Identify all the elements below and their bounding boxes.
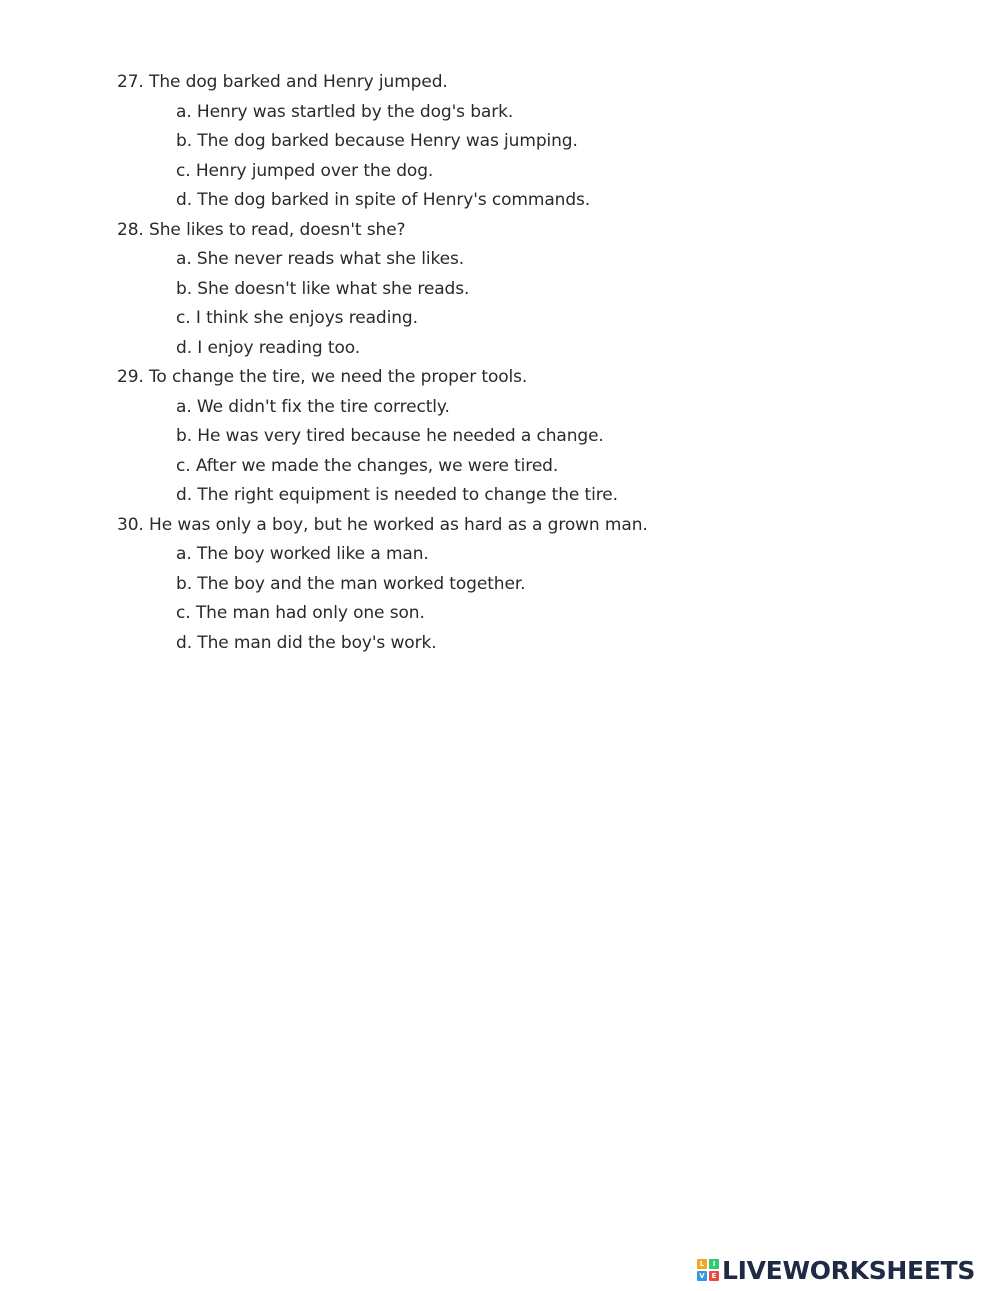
worksheet xyxy=(117,68,977,658)
question-stem: 28. She likes to read, doesn't she? xyxy=(117,219,406,240)
answer-option-c[interactable]: c. I think she enjoys reading. xyxy=(176,308,418,328)
logo-wordmark: LIVEWORKSHEETS xyxy=(722,1255,976,1285)
answer-option-b[interactable]: b. He was very tired because he needed a change. xyxy=(176,426,604,446)
logo-letter-l: L xyxy=(697,1259,707,1269)
answer-option-d[interactable]: d. The man did the boy's work. xyxy=(176,632,437,653)
liveworksheets-logo xyxy=(697,1253,975,1287)
question-stem: 27. The dog barked and Henry jumped. xyxy=(117,72,448,92)
answer-option-a[interactable]: a. We didn't fix the tire correctly. xyxy=(176,396,450,417)
answer-option-c[interactable]: c. The man had only one son. xyxy=(176,603,425,623)
question-30 xyxy=(117,511,977,659)
answer-option-a[interactable]: a. Henry was startled by the dog's bark. xyxy=(176,101,514,122)
question-stem: 29. To change the tire, we need the proper tools. xyxy=(117,367,528,387)
answer-option-c[interactable]: c. After we made the changes, we were tired. xyxy=(176,455,559,476)
question-28 xyxy=(117,216,977,364)
live-logo-icon xyxy=(697,1259,719,1281)
question-stem: 30. He was only a boy, but he worked as hard as a grown man. xyxy=(117,514,648,535)
answer-option-b[interactable]: b. The dog barked because Henry was jumping. xyxy=(176,131,578,151)
answer-option-a[interactable]: a. The boy worked like a man. xyxy=(176,544,429,564)
question-29 xyxy=(117,363,977,511)
answer-option-c[interactable]: c. Henry jumped over the dog. xyxy=(176,160,434,181)
answer-option-d[interactable]: d. The dog barked in spite of Henry's commands. xyxy=(176,190,591,210)
answer-option-d[interactable]: d. The right equipment is needed to change the tire. xyxy=(176,485,618,505)
question-27 xyxy=(117,68,977,216)
logo-letter-i: I xyxy=(709,1259,719,1269)
answer-option-b[interactable]: b. She doesn't like what she reads. xyxy=(176,278,470,299)
answer-option-a[interactable]: a. She never reads what she likes. xyxy=(176,249,465,269)
logo-letter-e: E xyxy=(709,1271,719,1281)
answer-option-d[interactable]: d. I enjoy reading too. xyxy=(176,337,361,358)
logo-letter-v: V xyxy=(697,1271,707,1281)
answer-option-b[interactable]: b. The boy and the man worked together. xyxy=(176,573,526,594)
